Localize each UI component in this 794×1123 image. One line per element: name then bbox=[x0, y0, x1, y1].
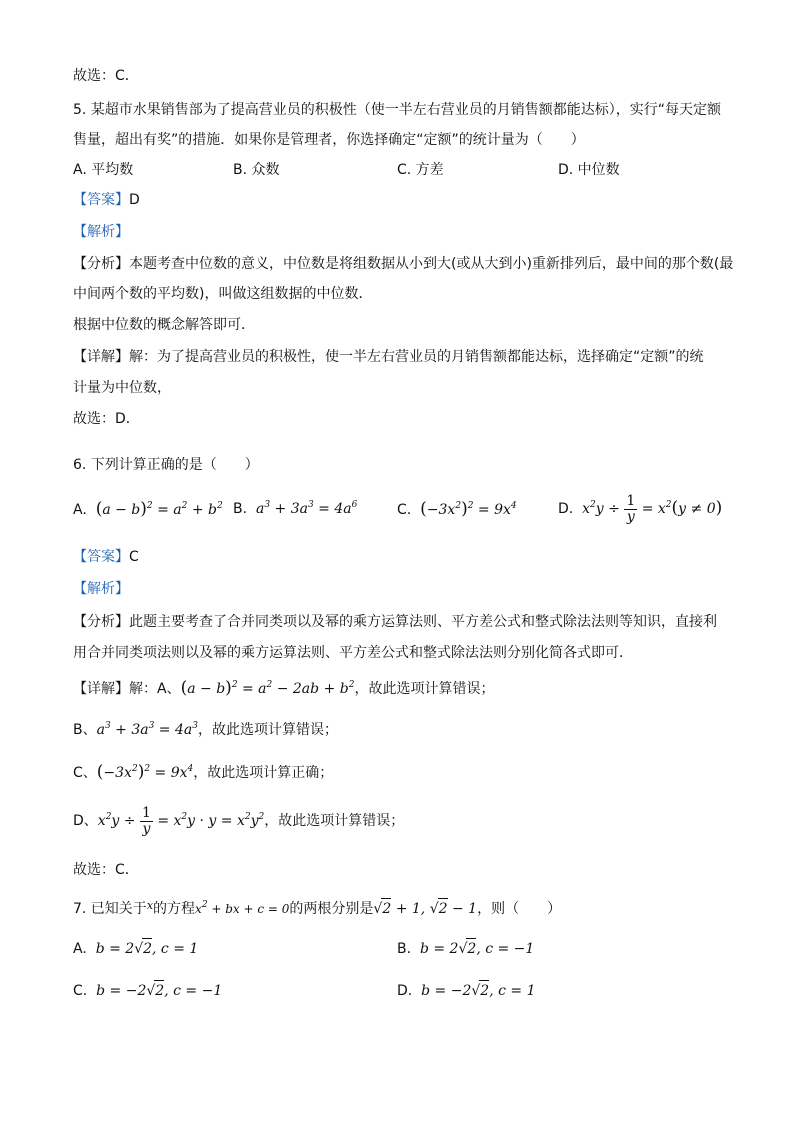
q7-option-b: B. b = 2√2, c = −1 bbox=[397, 938, 534, 959]
q6-fenxi-line1 bbox=[73, 612, 717, 632]
xiangjie-tag: 【详解】 bbox=[73, 681, 129, 697]
q5-fenxi-line1 bbox=[73, 254, 733, 274]
q6-line-b-head: B、 bbox=[73, 722, 97, 738]
q6-line-d-head: D、 bbox=[73, 813, 98, 829]
q6-analysis-tag bbox=[73, 579, 129, 599]
q7-option-a: A. b = 2√2, c = 1 bbox=[73, 938, 198, 959]
q6-option-d: D. $x^2y$ ÷ $\frac{1}{y}$ = $x^2(y \ne 0)$ bbox=[558, 492, 723, 525]
analysis-tag: 【解析】 bbox=[73, 581, 129, 597]
q5-analysis-tag bbox=[73, 222, 129, 242]
q6-option-b: B. $a^3 + 3a^3 = 4a^6$ bbox=[233, 500, 358, 517]
q5-option-c: C. 方差 bbox=[397, 162, 444, 178]
q7-stem: 7. 已知关于$^x$的方程$x^2$ + bx + c = 0的两根分别是√2 + 1, √2 − 1，则（ ） bbox=[73, 899, 562, 917]
q6-answer: C bbox=[129, 549, 139, 565]
q6-option-c: C. $(-3x^2)^2 = 9x^4$ bbox=[397, 499, 517, 519]
q5-stem-line2: 售量，超出有奖”的措施．如果你是管理者，你选择确定“定额”的统计量为（ ） bbox=[73, 132, 585, 148]
q7-option-c: C. b = −2√2, c = −1 bbox=[73, 980, 222, 1001]
q5-fenxi-line2: 中间两个数的平均数)，叫做这组数据的中位数． bbox=[73, 286, 373, 302]
q6-conclusion: 故选：C． bbox=[73, 862, 139, 878]
q6-xiangjie-b: B、$a^3 + 3a^3 = 4a^3$，故此选项计算错误； bbox=[73, 721, 338, 738]
q5-conclusion: 故选：D． bbox=[73, 411, 140, 427]
q5-answer: D bbox=[129, 192, 140, 208]
answer-tag: 【答案】 bbox=[73, 549, 129, 565]
q5-stem-line1: 5. 某超市水果销售部为了提高营业员的积极性（使一半左右营业员的月销售额都能达标），实行“每天定额 bbox=[73, 102, 722, 118]
q6-line-c-head: C、 bbox=[73, 765, 97, 781]
q6-line-c-tail: ，故此选项计算正确； bbox=[193, 765, 334, 781]
q6-option-a: A. $(a - b)^2 = a^2 + b^2$ bbox=[73, 499, 223, 519]
q6-xiangjie-intro: 解：A、 bbox=[129, 681, 181, 697]
analysis-tag: 【解析】 bbox=[73, 224, 129, 240]
q6-stem: 6. 下列计算正确的是（ ） bbox=[73, 457, 259, 473]
q7-stem-end: ，则（ ） bbox=[477, 901, 562, 917]
q6-line-d-tail: ，故此选项计算错误； bbox=[264, 813, 405, 829]
q6-answer-line bbox=[73, 547, 139, 567]
q7-stem-mid2: 的两根分别是 bbox=[289, 901, 374, 917]
q6-xiangjie-a: 【详解】解：A、$(a - b)^2 = a^2 - 2ab + b^2$，故此选项计算错误； bbox=[73, 678, 495, 698]
answer-tag: 【答案】 bbox=[73, 192, 129, 208]
fenxi-tag: 【分析】 bbox=[73, 256, 129, 272]
q5-fenxi-line3: 根据中位数的概念解答即可． bbox=[73, 317, 255, 333]
q5-option-b: B. 众数 bbox=[233, 162, 280, 178]
q5-option-d: D. 中位数 bbox=[558, 162, 620, 178]
q6-xiangjie-d: D、$x^2y$ ÷ $\frac{1}{y}$ = $x^2y \cdot y = x^2y^2$，故此选项计算错误； bbox=[73, 804, 405, 837]
q5-xiangjie-line1 bbox=[73, 347, 704, 367]
q7-stem-pre: 7. 已知关于 bbox=[73, 901, 147, 917]
q5-xiangjie-line2: 计量为中位数， bbox=[73, 380, 171, 396]
q6-fenxi-text1: 此题主要考查了合并同类项以及幂的乘方运算法则、平方差公式和整式除法法则等知识，直接利 bbox=[129, 614, 717, 630]
xiangjie-tag: 【详解】 bbox=[73, 349, 129, 365]
q5-fenxi-text1: 本题考查中位数的意义，中位数是将组数据从小到大(或从大到小)重新排列后，最中间的那个数(最 bbox=[129, 256, 734, 272]
q6-fenxi-line2: 用合并同类项法则以及幂的乘方运算法则、平方差公式和整式除法法则分别化简各式即可． bbox=[73, 645, 633, 661]
q5-answer-line bbox=[73, 190, 140, 210]
fenxi-tag: 【分析】 bbox=[73, 614, 129, 630]
q5-xiangjie-text1: 解：为了提高营业员的积极性，使一半左右营业员的月销售额都能达标，选择确定“定额”的统 bbox=[129, 349, 704, 365]
q7-stem-mid: 的方程 bbox=[153, 901, 196, 917]
q5-option-a: A. 平均数 bbox=[73, 162, 134, 178]
q6-line-b-tail: ，故此选项计算错误； bbox=[197, 722, 338, 738]
q7-option-d: D. b = −2√2, c = 1 bbox=[397, 980, 536, 1001]
q6-xiangjie-c: C、$(-3x^2)^2 = 9x^4$，故此选项计算正确； bbox=[73, 762, 334, 782]
q6-line-a-tail: ，故此选项计算错误； bbox=[354, 681, 495, 697]
q4-conclusion: 故选：C． bbox=[73, 68, 139, 84]
